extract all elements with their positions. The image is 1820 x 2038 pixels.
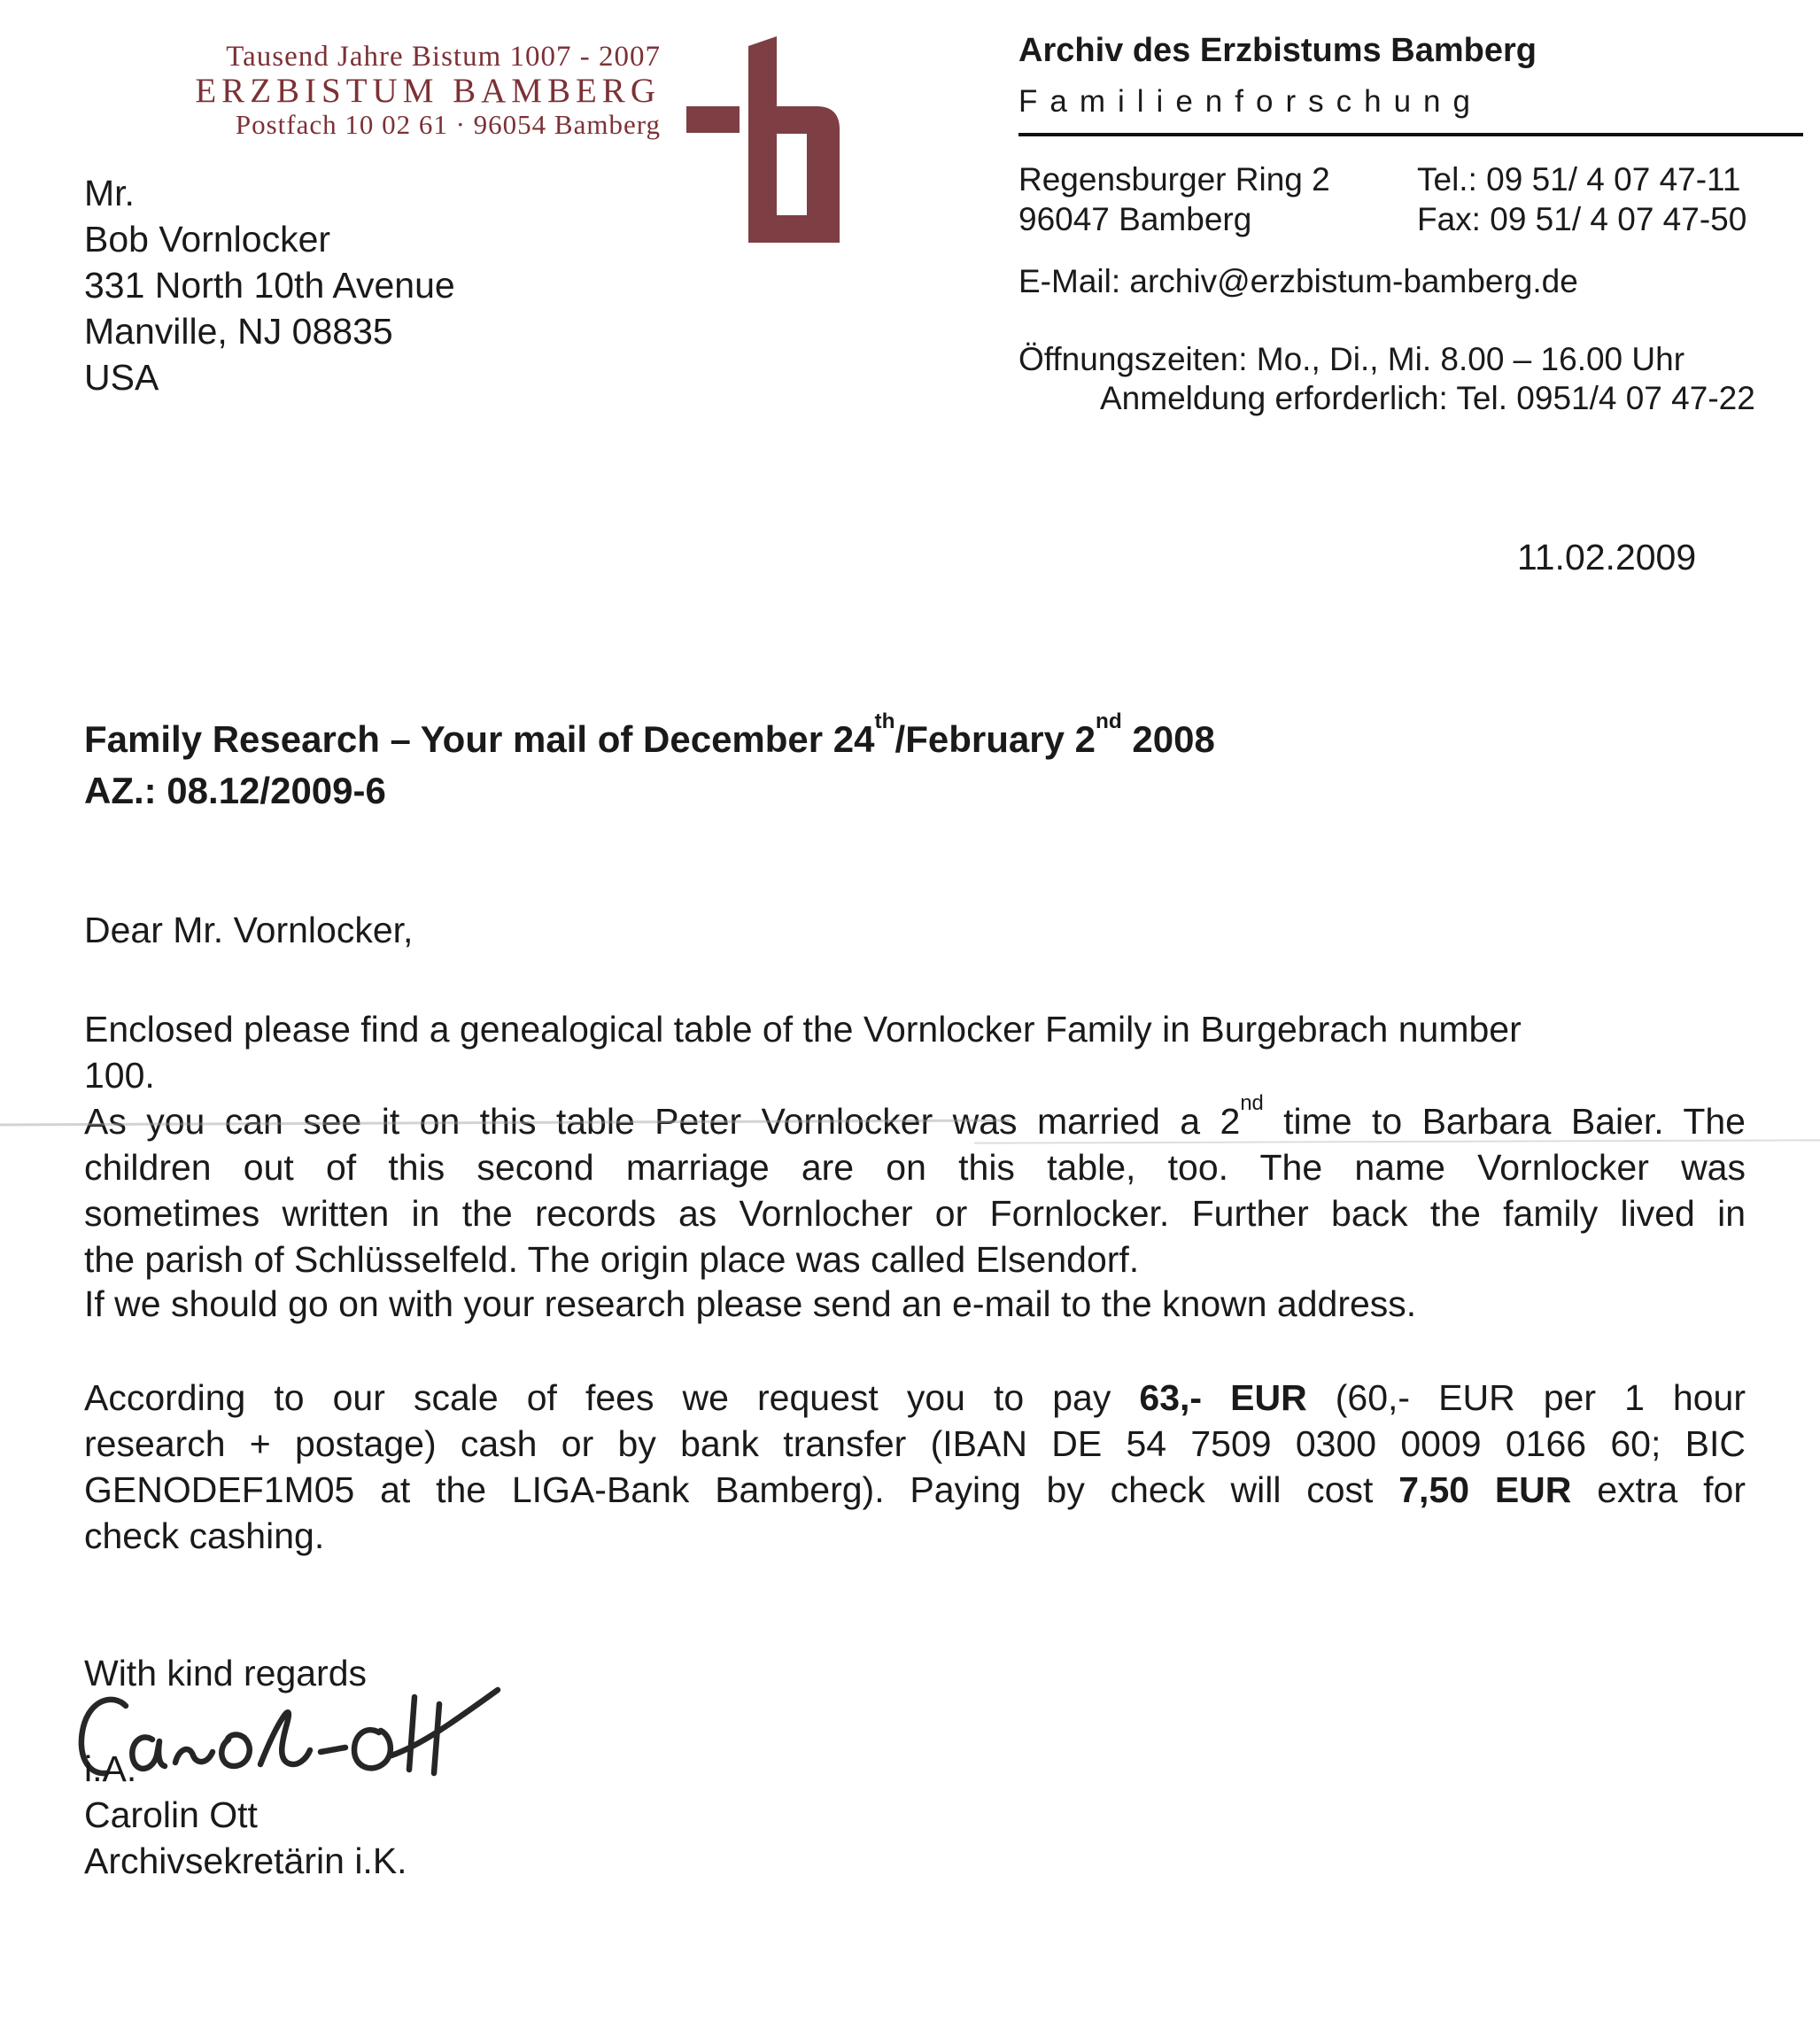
subject-block (84, 709, 1215, 817)
paragraph-enclosure (84, 1006, 1746, 1098)
text-line: Enclosed please find a genealogical table of the Vornlocker Family in Burgebrach number (84, 1009, 1522, 1050)
office-title: Archiv des Erzbistums Bamberg (1018, 32, 1537, 69)
per-procura-abbreviation: i.A. (84, 1748, 137, 1789)
closing-regards: With kind regards (84, 1653, 368, 1693)
office-tel: Tel.: 09 51/ 4 07 47-11 (1417, 161, 1741, 198)
address-line: Bob Vornlocker (84, 219, 331, 260)
letter-date: 11.02.2009 (1517, 537, 1697, 577)
office-department: Familienforschung (1018, 84, 1483, 119)
subject-line: Family Research – Your mail of December 24th/February 2nd 2008 (84, 709, 1215, 760)
office-divider (1018, 133, 1803, 136)
office-email: E-Mail: archiv@erzbistum-bamberg.de (1018, 263, 1578, 299)
paragraph-fees (84, 1375, 1746, 1559)
office-street: Regensburger Ring 2 (1018, 161, 1330, 198)
text-line: the parish of Schlüsselfeld. The origin place was called Elsendorf. (84, 1239, 1140, 1280)
text-line: 100. (84, 1055, 155, 1096)
signer-role: Archivsekretärin i.K. (84, 1840, 407, 1881)
text-line: If we should go on with your research please send an e-mail to the known address. (84, 1283, 1417, 1324)
text-line: GENODEF1M05 at the LIGA-Bank Bamberg). Paying by check will cost 7,50 EUR extra for (84, 1469, 1746, 1510)
recipient-address (84, 170, 455, 400)
reference-number: AZ.: 08.12/2009-6 (84, 770, 386, 811)
erzbistum-cross-b-logo-icon (682, 32, 846, 251)
address-line: USA (84, 357, 159, 398)
salutation: Dear Mr. Vornlocker, (84, 910, 414, 950)
text-line: As you can see it on this table Peter Vornlocker was married a 2nd time to Barbara Baier. The (84, 1091, 1746, 1142)
text-line: research + postage) cash or by bank transfer (IBAN DE 54 7509 0300 0009 0166 60; BIC (84, 1423, 1746, 1464)
paragraph-family-details (84, 1091, 1746, 1282)
signer-name: Carolin Ott (84, 1794, 258, 1835)
text-line: children out of this second marriage are on this table, too. The name Vornlocker was (84, 1147, 1746, 1188)
office-city: 96047 Bamberg (1018, 201, 1252, 237)
letterhead-pobox-line: Postfach 10 02 61 · 96054 Bamberg (235, 109, 661, 140)
paragraph-continue-research (84, 1281, 1746, 1327)
text-line: According to our scale of fees we request you to pay 63,- EUR (60,- EUR per 1 hour (84, 1377, 1746, 1418)
letterhead (89, 41, 661, 140)
letterhead-jubilee-line: Tausend Jahre Bistum 1007 - 2007 (226, 41, 661, 73)
office-appointment-note: Anmeldung erforderlich: Tel. 0951/4 07 47-22 (1100, 380, 1755, 416)
letterhead-org-name: ERZBISTUM BAMBERG (195, 72, 661, 110)
office-contact-grid (1018, 159, 1803, 239)
address-line: 331 North 10th Avenue (84, 265, 455, 306)
office-fax: Fax: 09 51/ 4 07 47-50 (1417, 201, 1747, 237)
address-line: Mr. (84, 173, 135, 213)
address-line: Manville, NJ 08835 (84, 311, 393, 352)
office-block (1018, 32, 1803, 418)
text-line: check cashing. (84, 1515, 325, 1556)
office-hours: Öffnungszeiten: Mo., Di., Mi. 8.00 – 16.00 Uhr (1018, 341, 1685, 377)
text-line: sometimes written in the records as Vornlocher or Fornlocker. Further back the family lived in (84, 1193, 1746, 1234)
handwritten-signature (71, 1681, 505, 1809)
